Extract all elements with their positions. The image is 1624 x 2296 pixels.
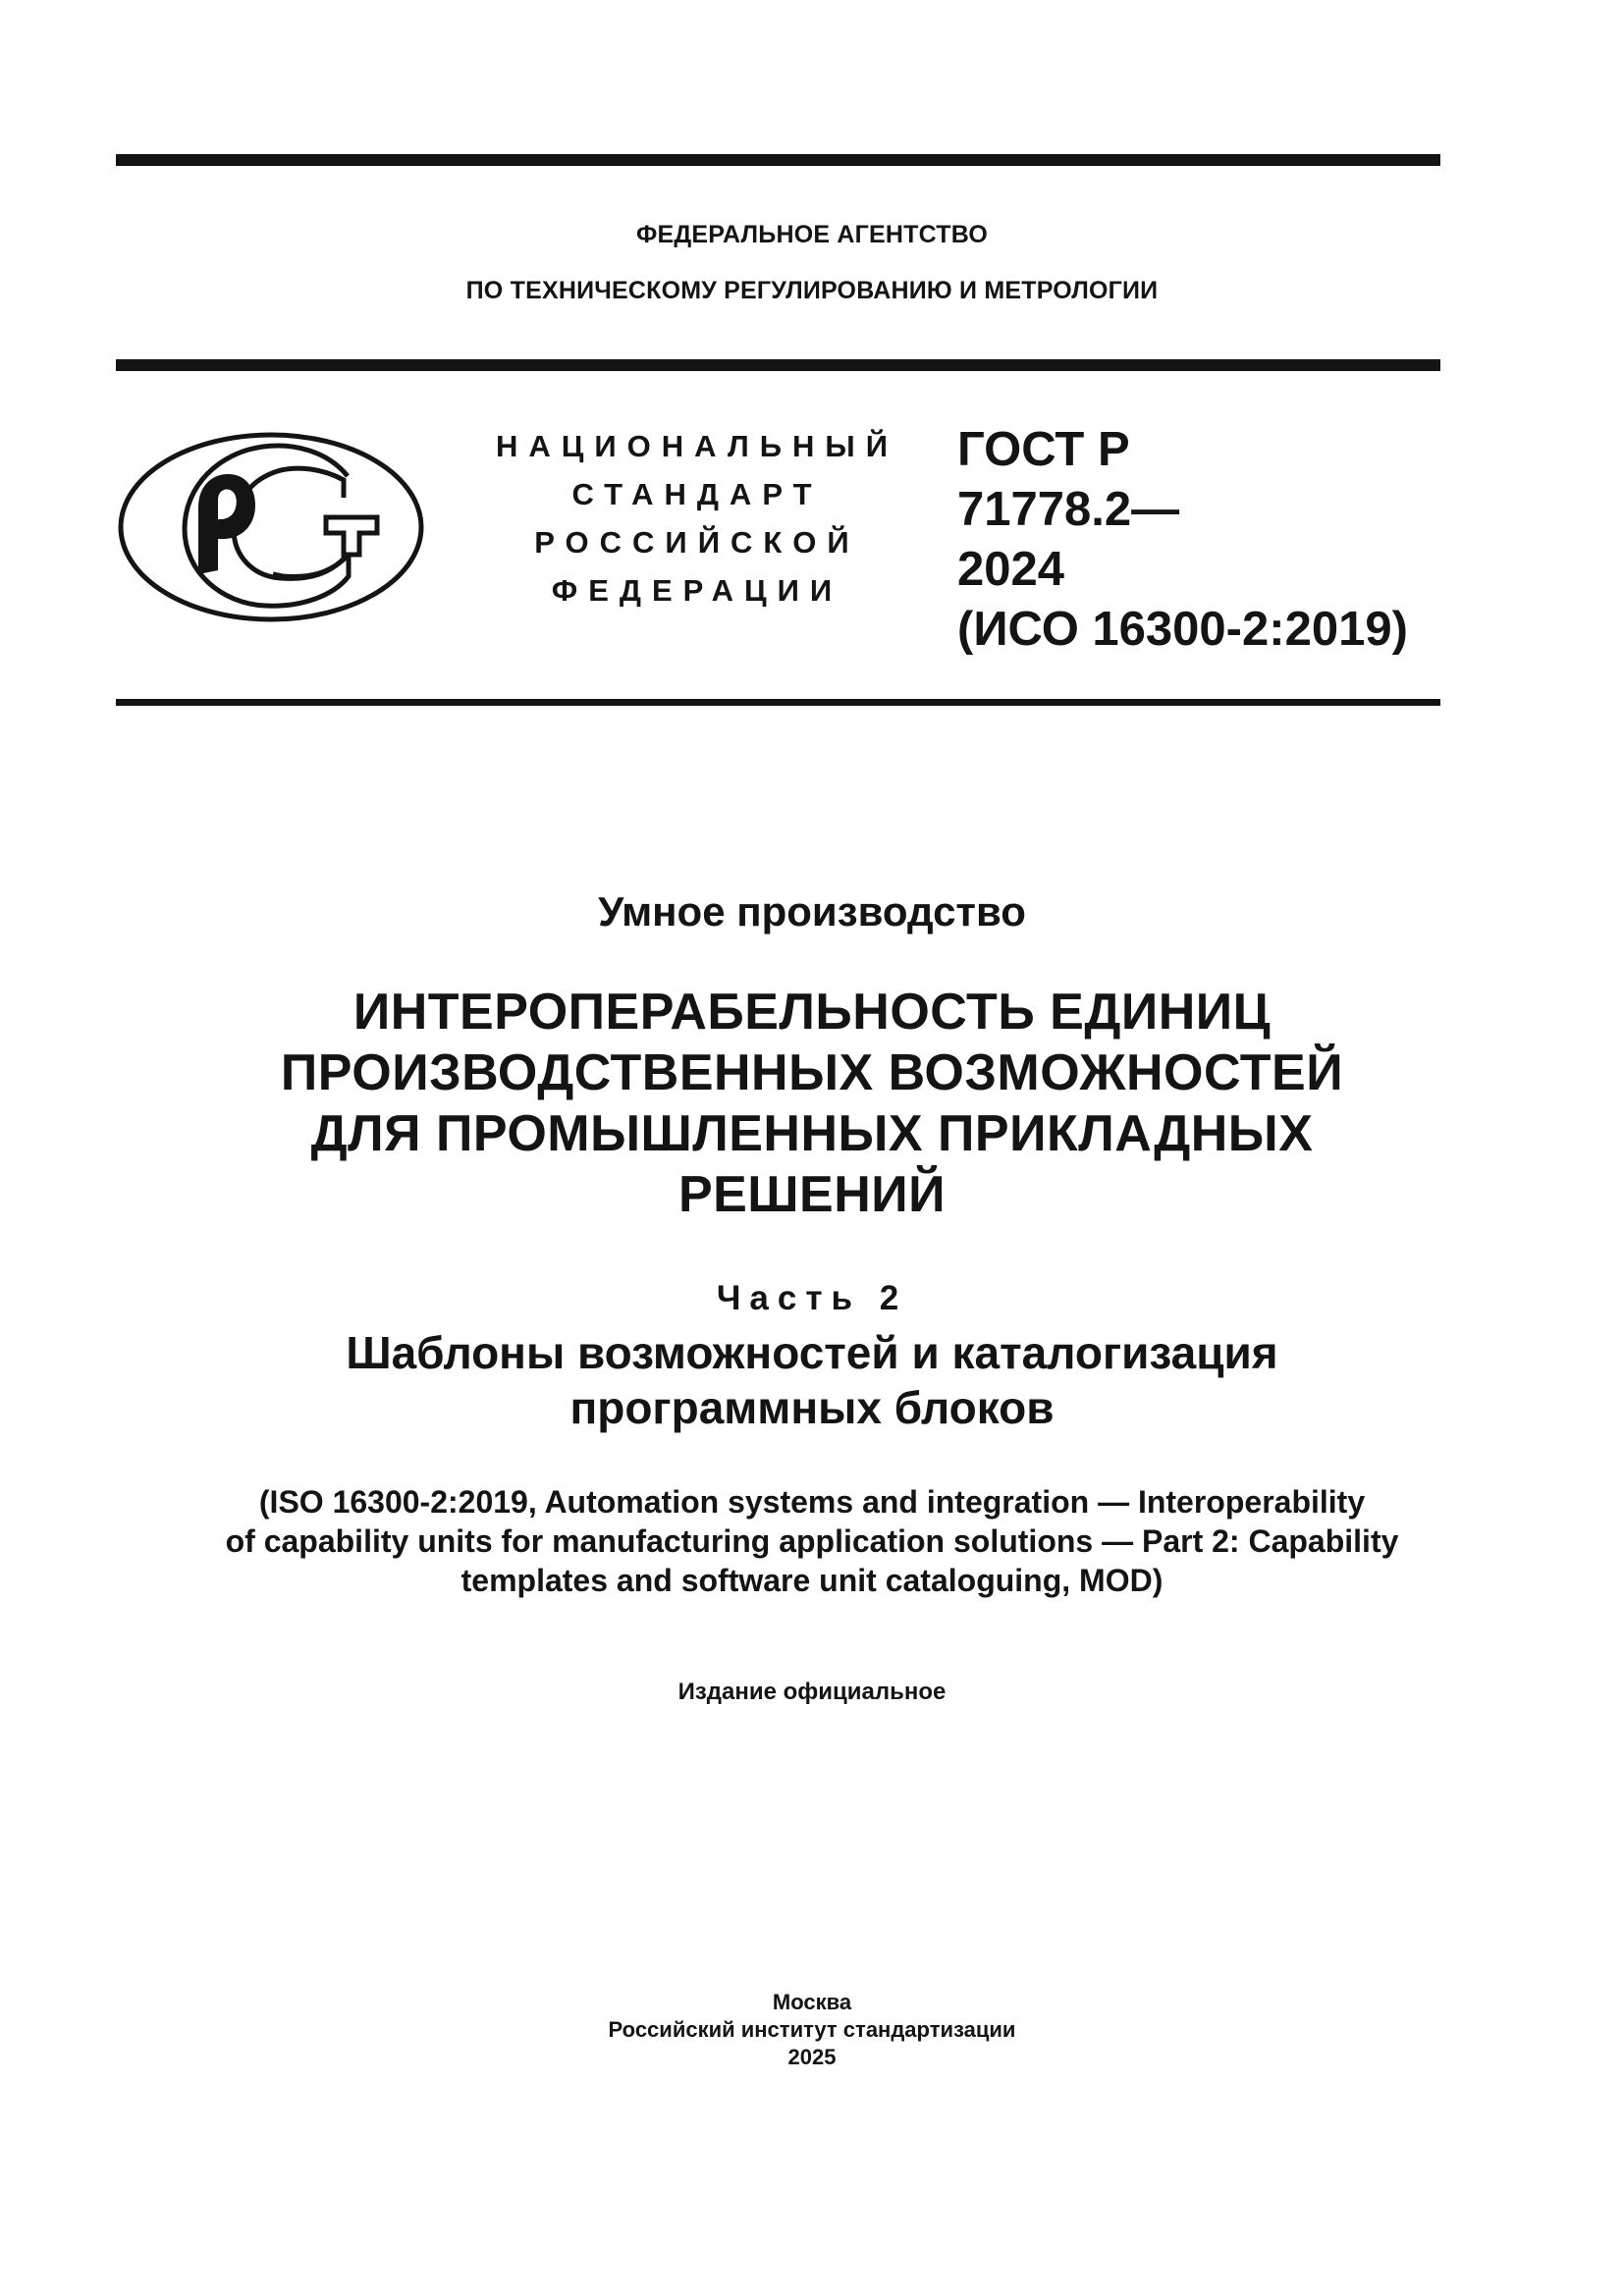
iso-reference: [0, 1482, 1624, 1600]
national-standard-line: СТАНДАРТ: [571, 477, 823, 511]
agency-line-2: ПО ТЕХНИЧЕСКОМУ РЕГУЛИРОВАНИЮ И МЕТРОЛОГИИ: [465, 277, 1159, 304]
iso-reference-line: (ISO 16300-2:2019, Automation systems and integration — Interoperability: [258, 1484, 1366, 1520]
designation-line: ГОСТ Р: [957, 423, 1130, 476]
publication-year: 2025: [787, 2045, 837, 2069]
main-title-line: РЕШЕНИЙ: [677, 1166, 947, 1223]
publisher-city: Москва: [772, 1990, 852, 2014]
national-standard-line: НАЦИОНАЛЬНЫЙ: [495, 429, 899, 463]
main-title-line: ПРОИЗВОДСТВЕННЫХ ВОЗМОЖНОСТЕЙ: [280, 1044, 1344, 1101]
rst-logo-icon: [116, 429, 430, 625]
iso-reference-line: of capability units for manufacturing application solutions — Part 2: Capability: [225, 1523, 1399, 1559]
main-title-line: ДЛЯ ПРОМЫШЛЕННЫХ ПРИКЛАДНЫХ: [310, 1105, 1314, 1162]
top-rule: [116, 154, 1440, 166]
header-rule: [116, 359, 1440, 371]
publisher-name: Российский институт стандартизации: [608, 2017, 1016, 2042]
part-title: [0, 1325, 1624, 1435]
publisher-block: [0, 1989, 1624, 2071]
national-standard-line: РОССИЙСКОЙ: [534, 525, 860, 560]
official-edition-label: Издание официальное: [677, 1679, 947, 1705]
national-standard-line: ФЕДЕРАЦИИ: [551, 573, 843, 608]
standard-designation: [957, 420, 1408, 660]
designation-line: (ИСО 16300-2:2019): [957, 603, 1408, 656]
title-block-rule: [116, 699, 1440, 706]
part-title-line: Шаблоны возможностей и каталогизация: [346, 1327, 1278, 1378]
designation-line: 71778.2—: [957, 483, 1180, 536]
part-title-line: программных блоков: [569, 1382, 1055, 1433]
main-title-line: ИНТЕРОПЕРАБЕЛЬНОСТЬ ЕДИНИЦ: [352, 984, 1272, 1041]
designation-line: 2024: [957, 543, 1065, 596]
iso-reference-line: templates and software unit cataloguing, MOD): [460, 1563, 1164, 1598]
agency-line-1: ФЕДЕРАЛЬНОЕ АГЕНТСТВО: [636, 221, 988, 248]
topic-title: Умное производство: [598, 888, 1026, 934]
national-standard-label: [471, 422, 923, 614]
main-title: [0, 982, 1624, 1225]
part-label: Часть 2: [716, 1279, 908, 1317]
